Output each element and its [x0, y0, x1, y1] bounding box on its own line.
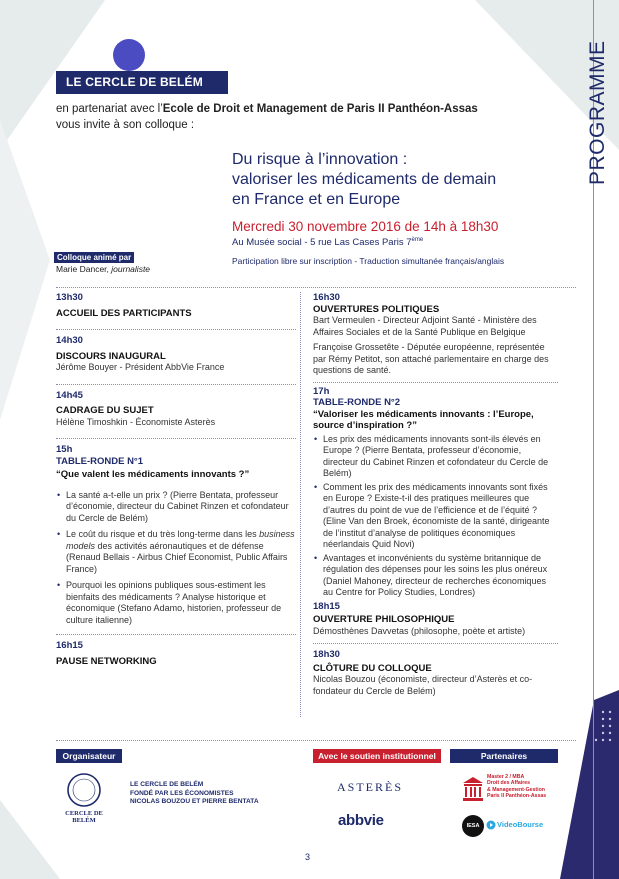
time-1445: 14h45	[56, 389, 83, 401]
table-ronde-1: TABLE-RONDE N°1	[56, 455, 144, 467]
org-line-1: LE CERCLE DE BELÉM	[130, 781, 204, 788]
divider	[56, 329, 296, 330]
org-description	[130, 781, 259, 807]
divider	[313, 382, 558, 383]
cercle-logo-bar: LE CERCLE DE BELÉM	[56, 71, 228, 94]
bullet-text: Le coût du risque et du très long-terme dans les	[66, 529, 260, 539]
intro-school: Ecole de Droit et Management de Paris II Panthéon-Assas	[162, 103, 478, 115]
venue-sup: ème	[411, 237, 424, 243]
list-item: • Avantages et inconvénients du système britannique de régulation des dépenses pour les soins les plus onéreux (Daniel Mahoney, directeur de recherches économiques au Centre for Policy Studies, Londres)	[323, 553, 558, 599]
bullet-italic: business models	[66, 529, 295, 551]
colloque-label: Colloque animé par	[54, 252, 134, 263]
programme-text: PROGRAMME	[586, 40, 609, 185]
table-ronde-2: TABLE-RONDE N°2	[313, 397, 401, 408]
divider	[313, 643, 558, 644]
time-17h: 17h	[313, 385, 330, 397]
org-line-3: NICOLAS BOUZOU ET PIERRE BENTATA	[130, 798, 259, 805]
session-cloture: CLÔTURE DU COLLOQUE	[313, 662, 432, 674]
divider	[56, 634, 296, 635]
soutien-label: Avec le soutien institutionnel	[313, 749, 441, 763]
venue-text: Au Musée social - 5 rue Las Cases Paris 7	[232, 237, 412, 249]
master-line-4: Paris II Panthéon-Assas	[487, 792, 547, 799]
table-ronde-2-question: “Valoriser les médicaments innovants : l’Europe, source d’inspiration ?”	[313, 408, 534, 431]
abbvie-logo: abbvie	[338, 812, 384, 829]
time-1330: 13h30	[56, 292, 83, 303]
speaker-davvetas: Démosthènes Davvetas (philosophe, poète et artiste)	[313, 625, 526, 636]
org-logo-text: CERCLE DE BELÉM	[65, 810, 103, 824]
title-line-1: Du risque à l’innovation :	[232, 151, 408, 168]
divider	[56, 438, 296, 439]
moderator	[56, 264, 150, 274]
speaker-grossetete: Françoise Grossetête - Députée européenne, représentée par Rémy Petitot, son attaché parlementaire en charge des questions de santé.	[313, 342, 549, 375]
time-1815: 18h15	[313, 600, 340, 612]
list-item: • Les prix des médicaments innovants sont-ils élevés en Europe ? (Pierre Bentata, professeur d’économie, directeur du Cabinet Rinzen et cofondateur du Cercle de Belém)	[323, 434, 558, 480]
master-line-1: Master 2 / MBA	[487, 774, 525, 780]
time-1630: 16h30	[313, 292, 340, 303]
organisateur-label: Organisateur	[56, 749, 122, 763]
invite-line: vous invite à son colloque :	[56, 119, 195, 131]
partnership-line	[56, 103, 478, 115]
moderator-name: Marie Dancer,	[56, 264, 109, 274]
session-philosophique: OUVERTURE PHILOSOPHIQUE	[313, 614, 455, 625]
bullet-text: des activités aéronautiques et de défense (Renaud Bellais - Airbus Chief Economist, Public Affairs France)	[66, 540, 288, 574]
list-item: • Comment les prix des médicaments innovants sont fixés en Europe ? Existe-t-il des pratiques meilleures que d’autres du point de vue de l’efficience et de l’équité ? (Eline Van den Broek, économiste de la santé, dirigeante de l’institut d’analyse de politiques économiques néerlandais Quid Novi)	[323, 482, 558, 551]
moderator-role: journaliste	[108, 264, 151, 274]
pantheon-icon	[462, 776, 484, 802]
column-divider	[300, 292, 301, 717]
session-pause: PAUSE NETWORKING	[56, 655, 157, 667]
master-line-2: Droit des Affaires	[487, 780, 531, 787]
table-ronde-1-question: “Que valent les médicaments innovants ?”	[56, 469, 250, 480]
right-column	[313, 292, 558, 697]
table-ronde-2-list	[313, 434, 558, 599]
divider-top	[56, 287, 576, 288]
time-1615: 16h15	[56, 640, 83, 651]
session-accueil: ACCUEIL DES PARTICIPANTS	[56, 307, 192, 319]
time-1830: 18h30	[313, 649, 340, 660]
list-item: • La santé a-t-elle un prix ? (Pierre Bentata, professeur d’économie, directeur du Cabinet Rinzen et cofondateur du Cercle de Belém)	[66, 490, 296, 525]
org-line-2: FONDÉ PAR LES ÉCONOMISTES	[130, 789, 234, 797]
title-line-2: valoriser les médicaments de demain	[232, 171, 497, 188]
session-discours: DISCOURS INAUGURAL	[56, 350, 166, 362]
event-venue	[232, 237, 423, 248]
title-line-3: en France et en Europe	[232, 191, 401, 208]
left-column	[56, 292, 296, 667]
speaker-timoshkin: Hélène Timoshkin - Économiste Asterès	[56, 416, 216, 427]
event-date: Mercredi 30 novembre 2016 de 14h à 18h30	[232, 219, 499, 234]
page-number: 3	[305, 852, 311, 862]
master-line-3: & Management-Gestion	[487, 786, 545, 793]
time-15h: 15h	[56, 444, 73, 455]
event-note: Participation libre sur inscription - Traduction simultanée français/anglais	[232, 256, 505, 266]
session-ouvertures: OUVERTURES POLITIQUES	[313, 303, 440, 315]
speaker-bouyer: Jérôme Bouyer - Président AbbVie France	[56, 362, 225, 372]
programme-side-label	[566, 40, 609, 200]
time-1430: 14h30	[56, 335, 83, 346]
table-ronde-1-list	[56, 490, 296, 627]
speaker-vermeulen: Bart Vermeulen - Directeur Adjoint Santé - Ministère des Affaires Sociales et de la Santé Publique en Belgique	[313, 315, 537, 337]
decorative-circle	[113, 39, 145, 71]
divider	[56, 384, 296, 385]
session-cadrage: CADRAGE DU SUJET	[56, 405, 154, 416]
intro-prefix: en partenariat avec l’	[56, 103, 163, 115]
play-icon	[486, 820, 496, 830]
cercle-de-belem-logo-icon	[58, 772, 110, 808]
asteres-logo: ASTERÈS	[337, 780, 404, 794]
master-text	[487, 774, 546, 799]
speaker-bouzou: Nicolas Bouzou (économiste, directeur d’Asterès et co-fondateur du Cercle de Belém)	[313, 674, 533, 696]
iesa-logo: IESA	[462, 815, 484, 837]
list-item	[66, 529, 296, 575]
partenaires-label: Partenaires	[450, 749, 558, 763]
videobourse-logo: VideoBourse	[497, 820, 544, 829]
divider-footer	[56, 740, 576, 741]
list-item: • Pourquoi les opinions publiques sous-estiment les bienfaits des médicaments ? Analyse historique et économique (Stefano Adamo, historien, professeur de culture italienne)	[66, 580, 296, 626]
